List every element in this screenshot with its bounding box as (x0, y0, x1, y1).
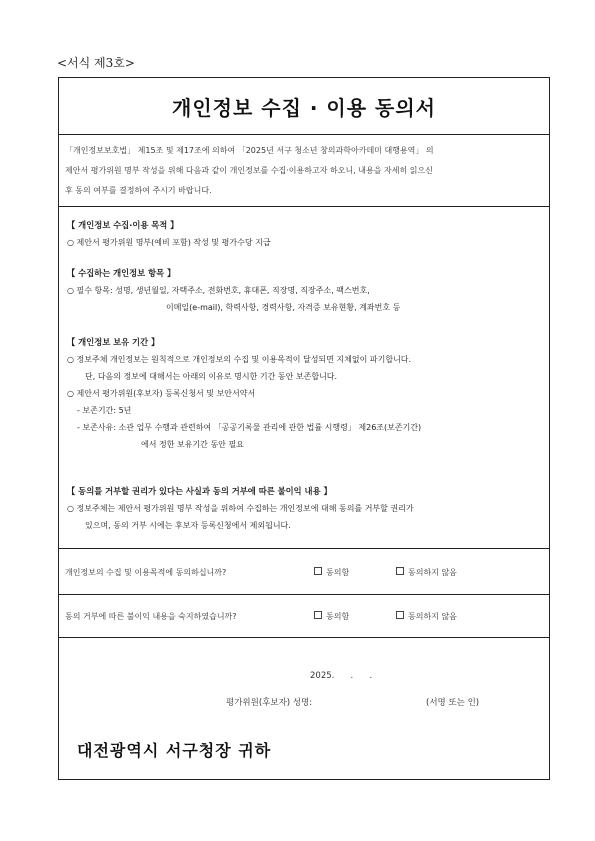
consent-form (58, 77, 550, 780)
retention-line: ○ 제안서 평가위원(후보자) 등록신청서 및 보안서약서 (67, 389, 256, 398)
retention-line: - 보존기간: 5년 (77, 406, 132, 415)
purpose-line: ○ 제안서 평가위원 명부(예비 포함) 작성 및 평가수당 지급 (67, 238, 271, 247)
retention-line: 단, 다음의 정보에 대해서는 아래의 이유로 명시한 기간 동안 보존합니다. (85, 372, 338, 381)
agree-option-2[interactable] (314, 611, 349, 622)
intro-line: 후 동의 여부를 결정하여 주시기 바랍니다. (65, 186, 212, 195)
form-title: 개인정보 수집 · 이용 동의서 (59, 78, 549, 135)
items-heading: 【 수집하는 개인정보 항목 】 (67, 268, 176, 278)
retention-line: 에서 정한 보유기간 동안 필요 (141, 440, 244, 449)
divider (59, 594, 549, 595)
divider (59, 206, 549, 207)
agree-option-1[interactable] (314, 567, 349, 578)
refusal-line: ○ 정보주체는 제안서 평가위원 명부 작성을 위하여 수집하는 개인정보에 대해 동의를 거부할 권리가 (67, 504, 414, 513)
items-line: ○ 필수 항목: 성명, 생년월일, 자택주소, 전화번호, 휴대폰, 직장명, 직장주소, 팩스번호, (67, 286, 370, 295)
checkbox-icon[interactable] (396, 567, 404, 575)
signature-seal: (서명 또는 인) (426, 698, 480, 708)
agree-label: 동의함 (326, 612, 350, 621)
refusal-heading: 【 동의를 거부할 권리가 있다는 사실과 동의 거부에 따른 불이익 내용 】 (67, 486, 332, 496)
divider (59, 637, 549, 638)
disagree-label: 동의하지 않음 (408, 568, 457, 577)
checkbox-icon[interactable] (314, 611, 322, 619)
purpose-heading: 【 개인정보 수집·이용 목적 】 (67, 220, 179, 230)
intro-text (65, 141, 543, 201)
checkbox-icon[interactable] (396, 611, 404, 619)
intro-line: 제안서 평가위원 명부 작성을 위해 다음과 같이 개인정보를 수집·이용하고자 하오니, 내용을 자세히 읽으신 (65, 166, 433, 175)
refusal-line: 있으며, 동의 거부 시에는 후보자 등록신청에서 제외됩니다. (85, 521, 291, 530)
intro-line: 「개인정보보호법」 제15조 및 제17조에 의하여 「2025년 서구 청소년 창의과학아카데미 대행용역」 의 (65, 146, 434, 155)
question-1-text: 개인정보의 수집 및 이용목적에 동의하십니까? (65, 568, 227, 577)
divider (59, 548, 549, 549)
items-line: 이메일(e-mail), 학력사항, 경력사항, 자격증 보유현황, 계좌번호 등 (166, 303, 401, 312)
agree-label: 동의함 (326, 568, 350, 577)
form-number-label: <서식 제3호> (57, 56, 135, 70)
disagree-option-1[interactable] (396, 567, 457, 578)
retention-line: ○ 정보주체 개인정보는 원칙적으로 개인정보의 수집 및 이용목적이 달성되면 지체없이 파기합니다. (67, 355, 412, 364)
recipient: 대전광역시 서구청장 귀하 (77, 741, 272, 760)
checkbox-icon[interactable] (314, 567, 322, 575)
disagree-label: 동의하지 않음 (408, 612, 457, 621)
disagree-option-2[interactable] (396, 611, 457, 622)
retention-heading: 【 개인정보 보유 기간 】 (67, 337, 160, 347)
question-2-text: 동의 거부에 따른 불이익 내용을 숙지하였습니까? (65, 612, 237, 621)
signature-date: 2025. . . (310, 671, 373, 681)
signature-name-label: 평가위원(후보자) 성명: (226, 698, 313, 708)
retention-line: - 보존사유: 소관 업무 수행과 관련하여 「공공기록물 관리에 관한 법률 시행령」 제26조(보존기간) (77, 423, 422, 432)
